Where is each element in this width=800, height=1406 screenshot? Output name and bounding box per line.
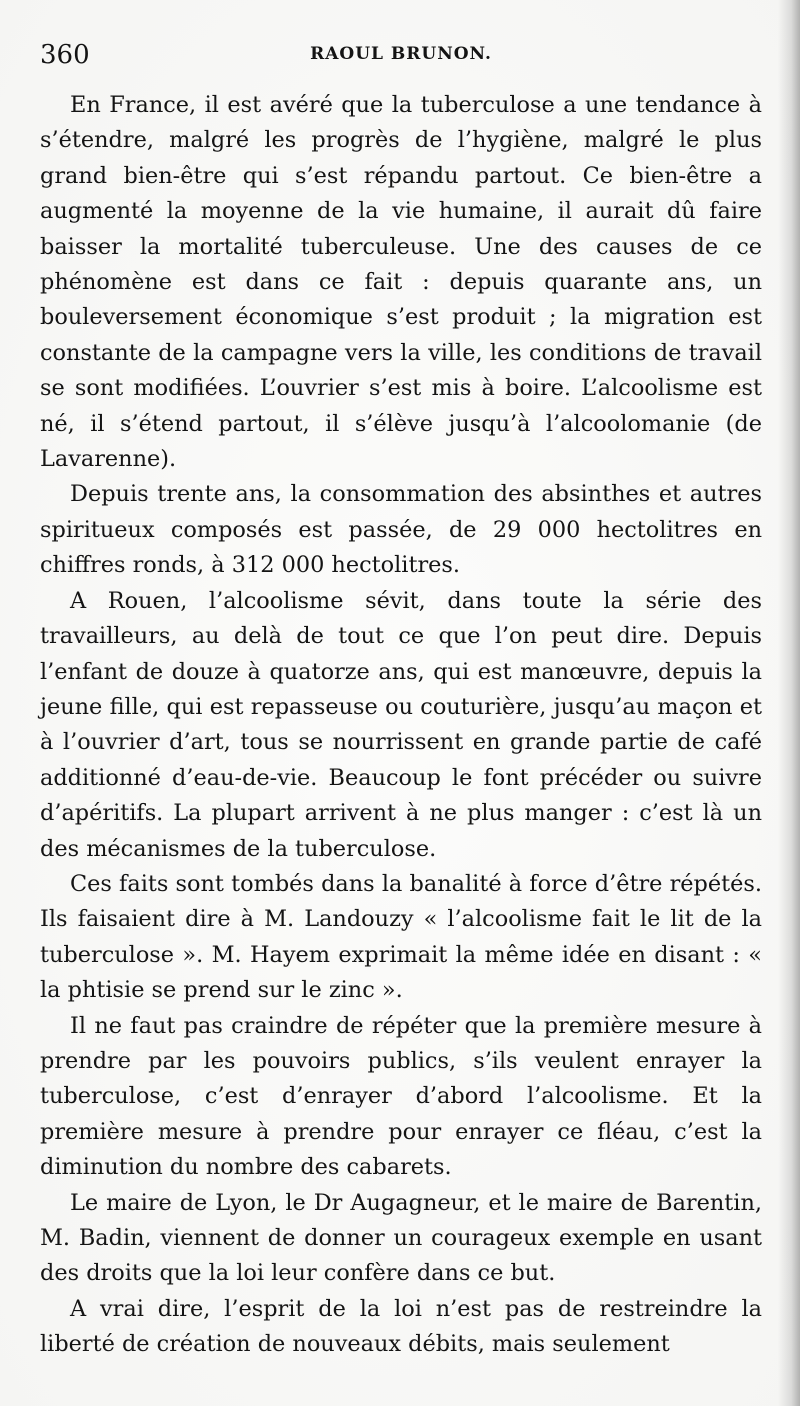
running-head: RAOUL BRUNON. xyxy=(310,44,492,64)
paragraph: Depuis trente ans, la consommation des absinthes et autres spiritueux composés est passée, de 29 000 hectolitres en chiffres ronds, à 312 000 hectolitres. xyxy=(40,481,762,579)
paragraph: En France, il est avéré que la tuberculose a une tendance à s’étendre, malgré les progrès de l’hygiène, malgré le plus grand bien-être qui s’est répandu partout. Ce bien-être a augmenté la moyenne de la vie humaine, il aurait dû faire baisser la mortalité tuberculeuse. Une des causes de ce phénomène est dans ce fait : depuis quarante ans, un bouleversement économique s’est produit ; la migration est constante de la campagne vers la ville, les conditions de travail se sont modifiées. L’ouvrier s’est mis à boire. L’alcoolisme est né, il s’étend partout, il s’élève jusqu’à l’alcoolomanie (de Lavarenne). xyxy=(40,92,762,473)
paragraph: A Rouen, l’alcoolisme sévit, dans toute la série des travailleurs, au delà de tout ce que l’on peut dire. Depuis l’enfant de douze à quatorze ans, qui est manœuvre, depuis la jeune fille, qui est repasseuse ou couturière, jusqu’au maçon et à l’ouvrier d’art, tous se nourrissent en grande partie de café additionné d’eau-de-vie. Beaucoup le font précéder ou suivre d’apéritifs. La plupart arrivent à ne plus manger : c’est là un des mécanismes de la tuberculose. xyxy=(40,587,762,862)
page-header xyxy=(40,30,762,74)
body-text xyxy=(40,88,762,1363)
page-edge-shadow xyxy=(778,0,800,1406)
paragraph: Le maire de Lyon, le Dr Augagneur, et le maire de Barentin, M. Badin, viennent de donner un courageux exemple en usant des droits que la loi leur confère dans ce but. xyxy=(40,1189,762,1287)
paragraph: Ces faits sont tombés dans la banalité à force d’être répétés. Ils faisaient dire à M. Landouzy « l’alcoolisme fait le lit de la tuberculose ». M. Hayem exprimait la même idée en disant : « la phtisie se prend sur le zinc ». xyxy=(40,870,762,1004)
paragraph: Il ne faut pas craindre de répéter que la première mesure à prendre par les pouvoirs publics, s’ils veulent enrayer la tuberculose, c’est d’enrayer d’abord l’alcoolisme. Et la première mesure à prendre pour enrayer ce fléau, c’est la diminution du nombre des cabarets. xyxy=(40,1012,762,1181)
page-number: 360 xyxy=(40,40,90,70)
paragraph: A vrai dire, l’esprit de la loi n’est pas de restreindre la liberté de création de nouveaux débits, mais seulement xyxy=(40,1295,762,1358)
